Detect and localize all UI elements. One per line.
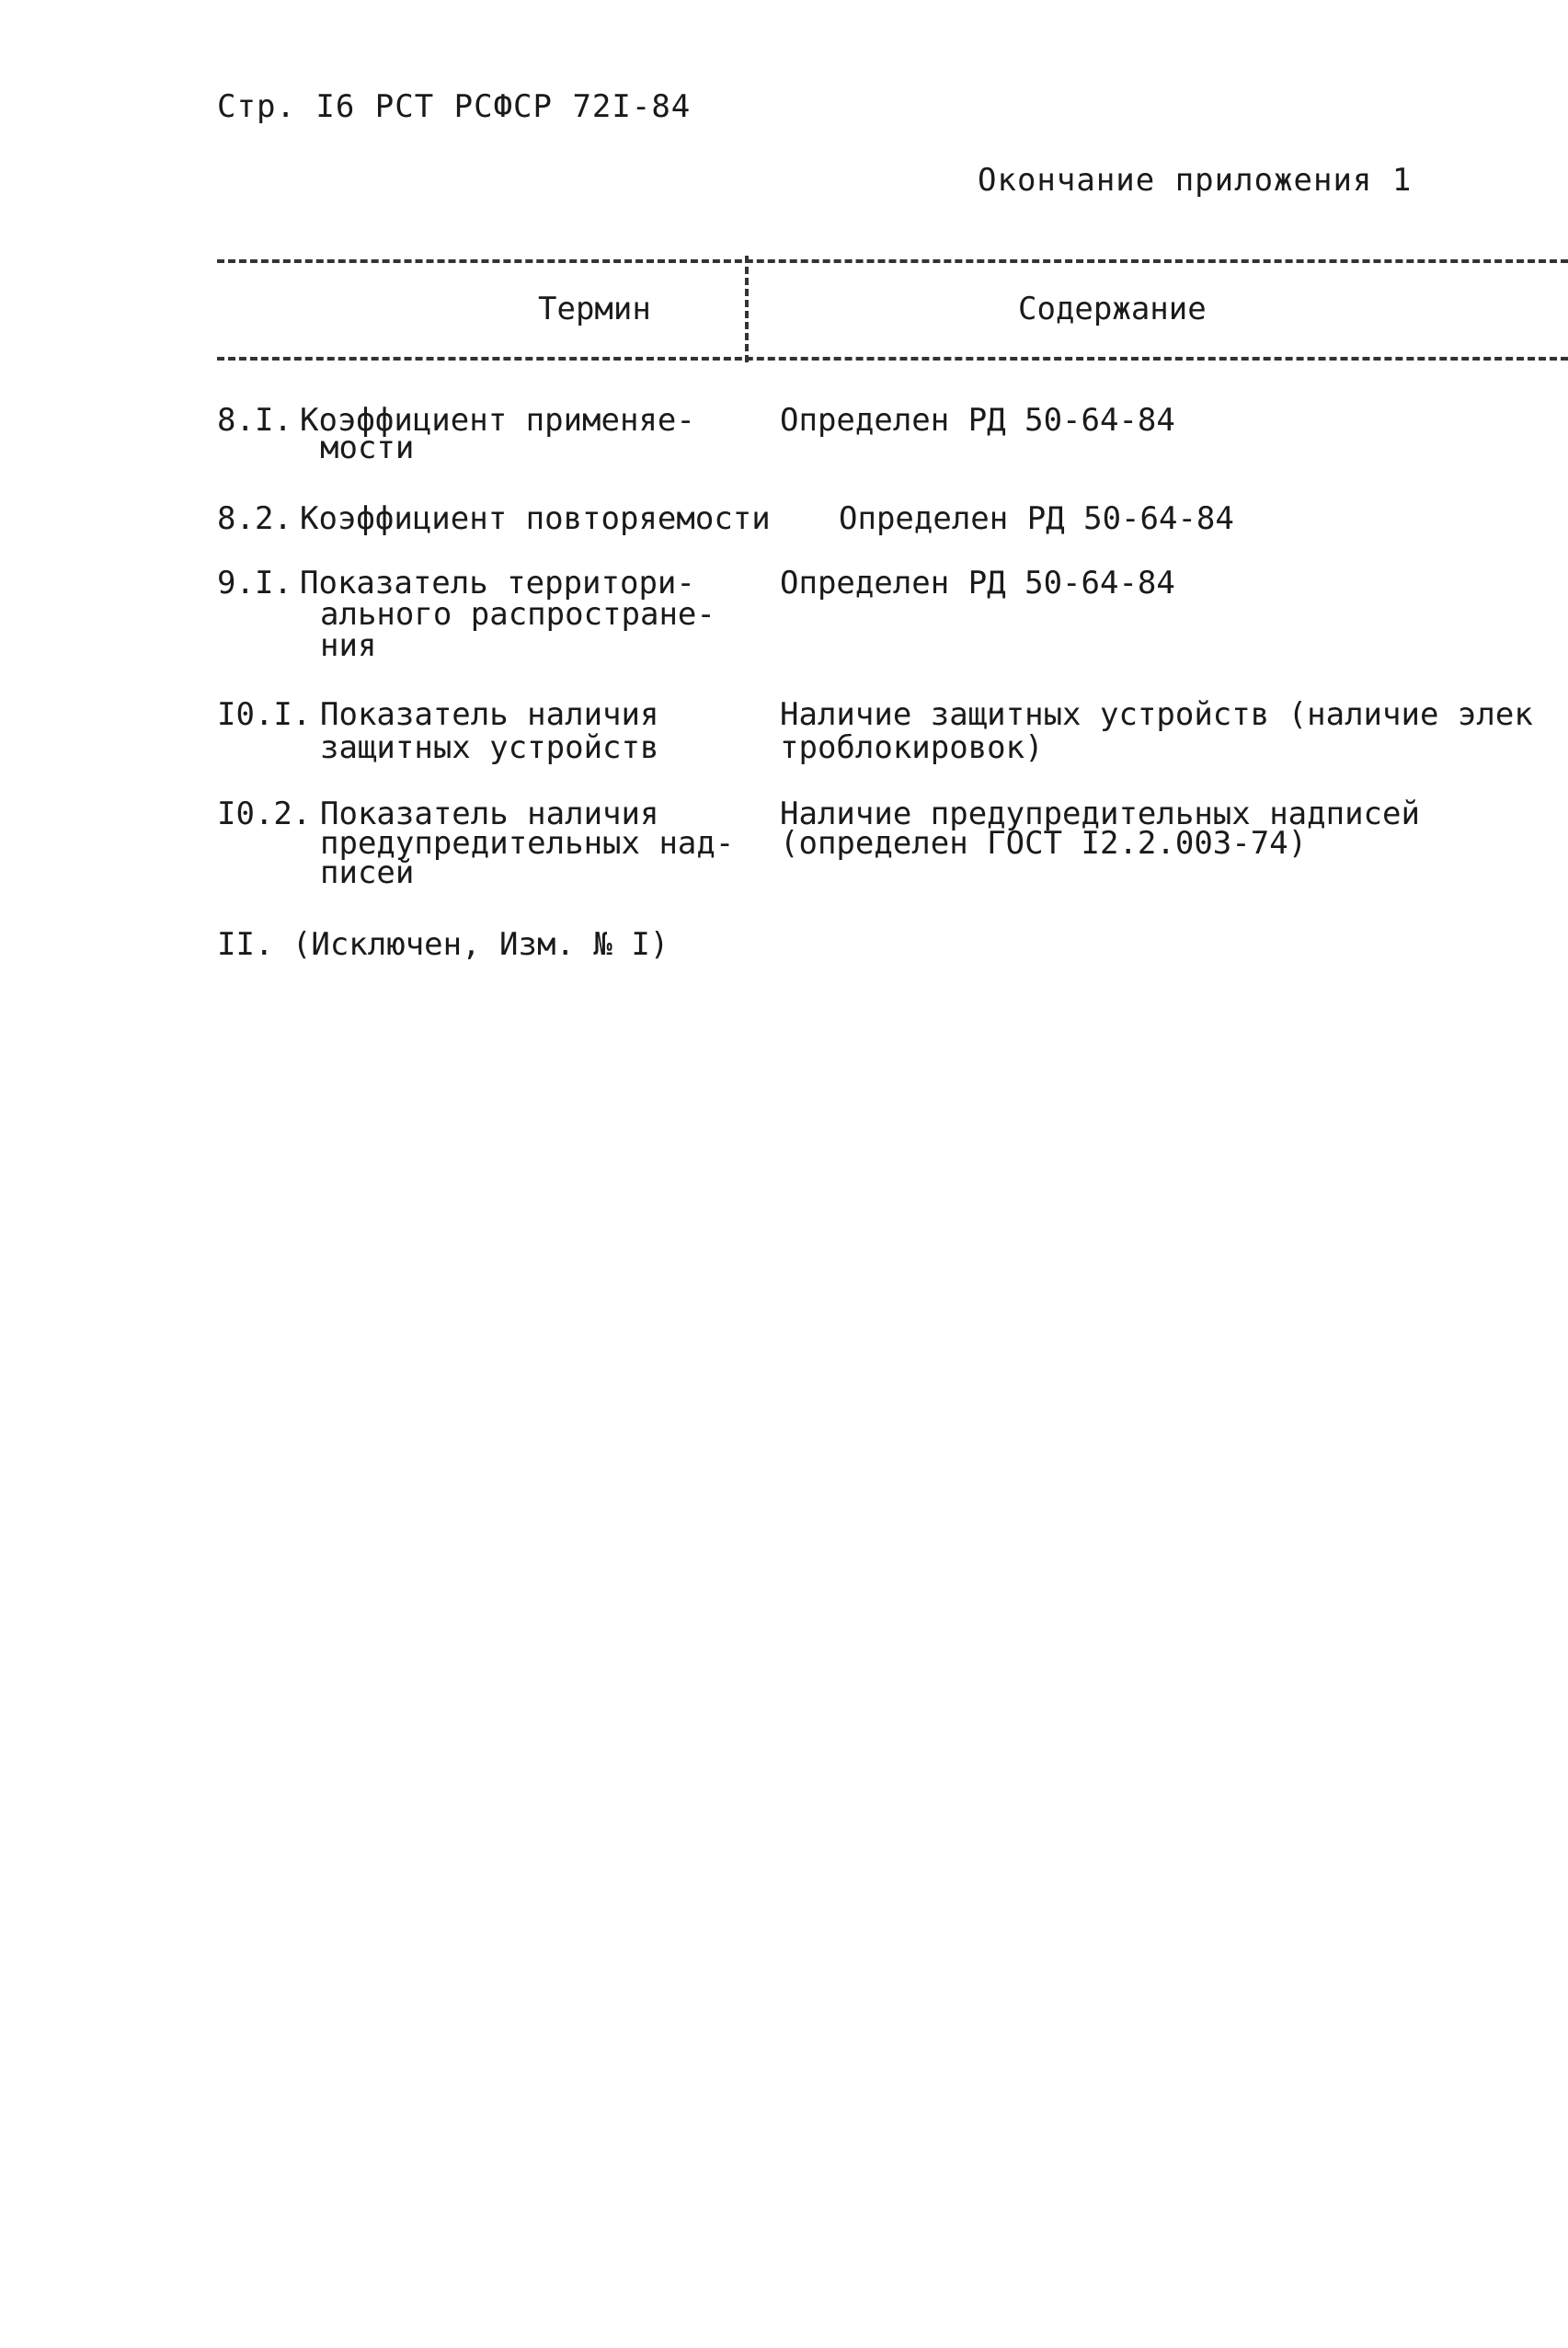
content-line: Определен РД 50-64-84 [780,565,1175,601]
appendix-note: Окончание приложения 1 [978,162,1413,199]
content-line: Наличие предупредительных надписей [780,796,1420,832]
content-line: (определен ГОСТ I2.2.003-74) [780,825,1308,862]
content-line: Определен РД 50-64-84 [780,402,1175,439]
term-line: Показатель наличия [320,796,659,832]
term-line: ального распростране- [320,596,715,633]
row-number: 8.I. [217,402,292,439]
term-line: Коэффициент применяе- [300,402,695,439]
content-line: троблокировок) [780,729,1044,766]
term-line: Показатель наличия [320,696,659,733]
term-line: защитных устройств [320,729,659,766]
column-header-term: Термин [538,291,651,327]
content-line: Наличие защитных устройств (наличие элек [780,696,1533,733]
row-number: 9.I. [217,565,292,601]
row-number: 8.2. [217,500,292,537]
term-line: предупредительных над- [320,825,735,862]
table-rule-bottom [217,357,1568,361]
column-header-content: Содержание [1018,291,1207,327]
row-number: I0.I. [217,696,312,733]
table-rule-top [217,259,1568,263]
page-header: Стр. I6 РСТ РСФСР 72I-84 [217,88,692,125]
term-line: ния [320,627,377,664]
excluded-item: II. (Исключен, Изм. № I) [217,926,670,963]
term-line: Показатель территори- [300,565,695,601]
table-column-divider [745,256,749,362]
term-line: мости [320,430,415,466]
term-line: Коэффициент повторяемости [300,500,771,537]
row-number: I0.2. [217,796,312,832]
content-line: Определен РД 50-64-84 [839,500,1234,537]
term-line: писей [320,854,415,891]
